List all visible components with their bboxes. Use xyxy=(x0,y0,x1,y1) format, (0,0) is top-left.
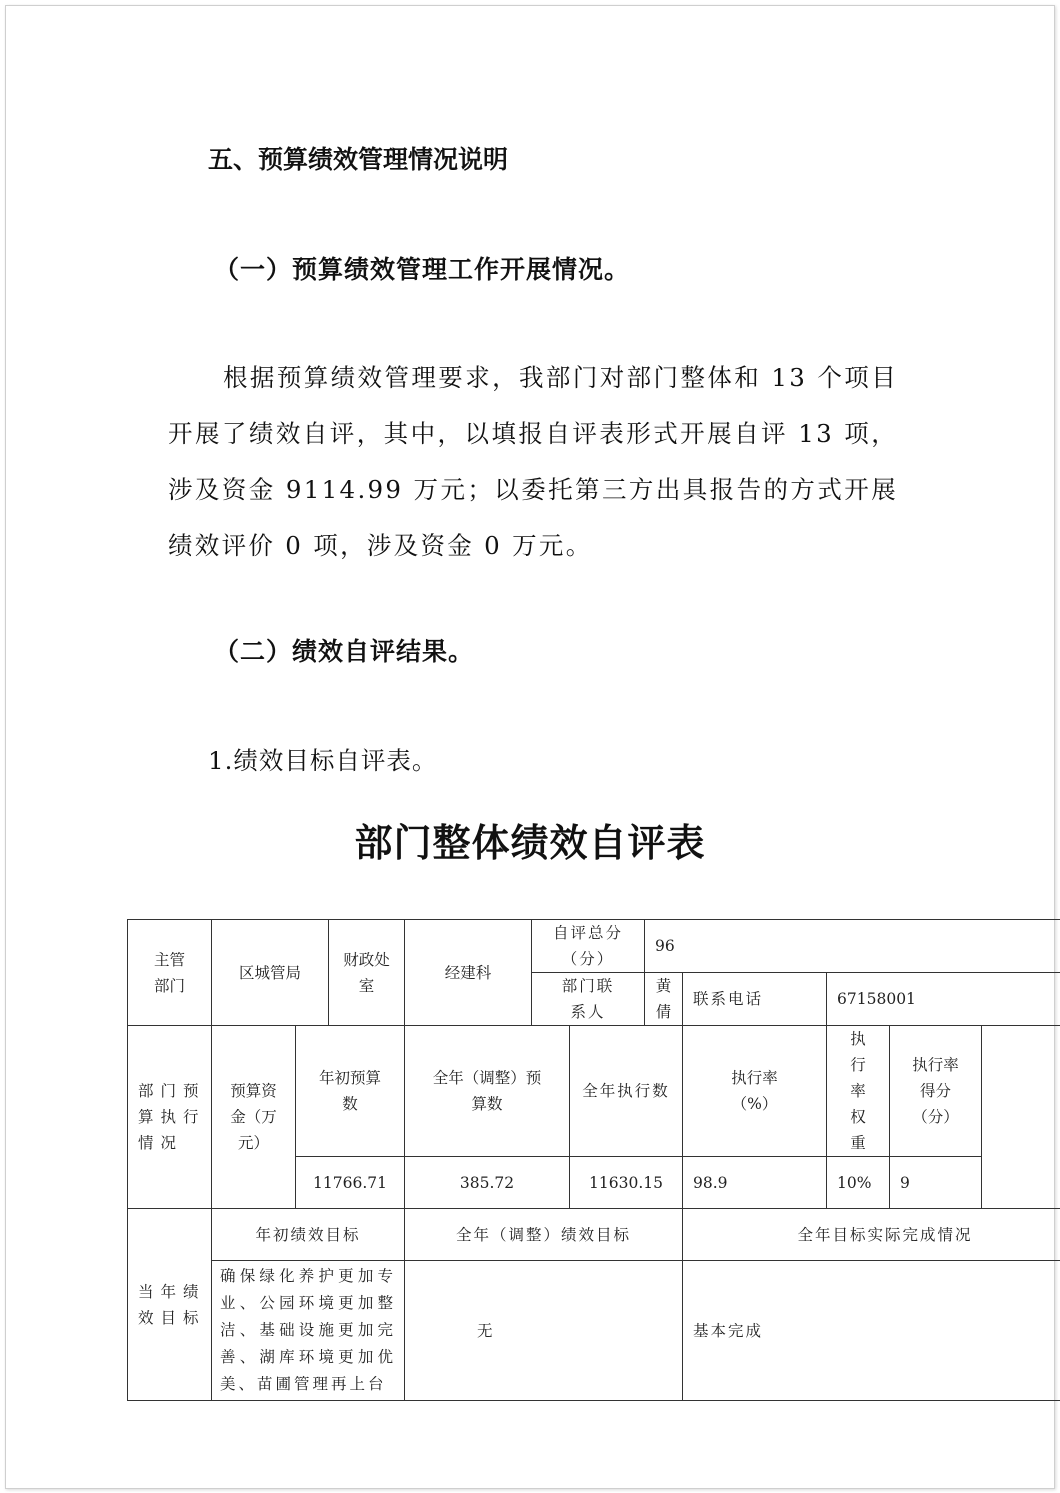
col-score: 执行率得分（分） xyxy=(890,1026,982,1157)
subheading-table: 1.绩效目标自评表。 xyxy=(208,746,438,775)
col-weight: 执行率权重 xyxy=(827,1026,890,1157)
contact-label: 部门联系人 xyxy=(532,973,645,1026)
adjusted-goal: 无 xyxy=(405,1261,683,1401)
score-label: 自评总分（分） xyxy=(532,920,645,973)
table-row xyxy=(128,1026,1060,1157)
subheading-results: （二）绩效自评结果。 xyxy=(214,637,475,666)
budget-funds-label: 预算资金（万元） xyxy=(212,1026,296,1209)
section-heading: 五、预算绩效管理情况说明 xyxy=(208,145,509,174)
finance-label: 财政处室 xyxy=(329,920,405,1026)
adjusted-budget: 385.72 xyxy=(405,1157,570,1209)
paragraph-text: 根据预算绩效管理要求，我部门对部门整体和 13 个项目开展了绩效自评，其中，以填报自评表形式开展自评 13 项，涉及资金 9114.99 万元；以委托第三方出具报告的方式开展绩效评价 0 项，涉及资金 0 万元。 xyxy=(168,363,898,560)
executed: 11630.15 xyxy=(570,1157,683,1209)
col-adjusted-goal: 全年（调整）绩效目标 xyxy=(405,1209,683,1261)
col-rate: 执行率（%） xyxy=(683,1026,827,1157)
contact-value: 黄倩 xyxy=(645,973,683,1026)
dept-value: 区城管局 xyxy=(212,920,329,1026)
score-value: 96 xyxy=(645,920,1060,973)
col-actual: 全年目标实际完成情况 xyxy=(683,1209,1060,1261)
self-evaluation-table xyxy=(127,919,1060,1401)
table-row xyxy=(128,1261,1060,1401)
col-adjusted-budget: 全年（调整）预算数 xyxy=(405,1026,570,1157)
phone-label: 联系电话 xyxy=(683,973,827,1026)
table-title: 部门整体绩效自评表 xyxy=(354,820,706,865)
rate: 98.9 xyxy=(683,1157,827,1209)
dept-label: 主管部门 xyxy=(128,920,212,1026)
table-row xyxy=(128,1209,1060,1261)
actual-completion: 基本完成 xyxy=(683,1261,1060,1401)
initial-budget: 11766.71 xyxy=(296,1157,405,1209)
rate-score: 9 xyxy=(890,1157,982,1209)
body-paragraph xyxy=(168,350,898,574)
budget-section-label: 部门预算执行情况 xyxy=(128,1026,212,1209)
table-row xyxy=(128,920,1060,973)
phone-value: 67158001 xyxy=(827,973,1060,1026)
finance-value: 经建科 xyxy=(405,920,532,1026)
subheading-work: （一）预算绩效管理工作开展情况。 xyxy=(214,255,631,284)
weight: 10% xyxy=(827,1157,890,1209)
goal-section-label: 当年绩效目标 xyxy=(128,1209,212,1401)
col-executed: 全年执行数 xyxy=(570,1026,683,1157)
initial-goal: 确保绿化养护更加专业、公园环境更加整洁、基础设施更加完善、湖库环境更加优美、苗圃管理再上台 xyxy=(212,1261,405,1401)
col-initial-budget: 年初预算数 xyxy=(296,1026,405,1157)
col-initial-goal: 年初绩效目标 xyxy=(212,1209,405,1261)
